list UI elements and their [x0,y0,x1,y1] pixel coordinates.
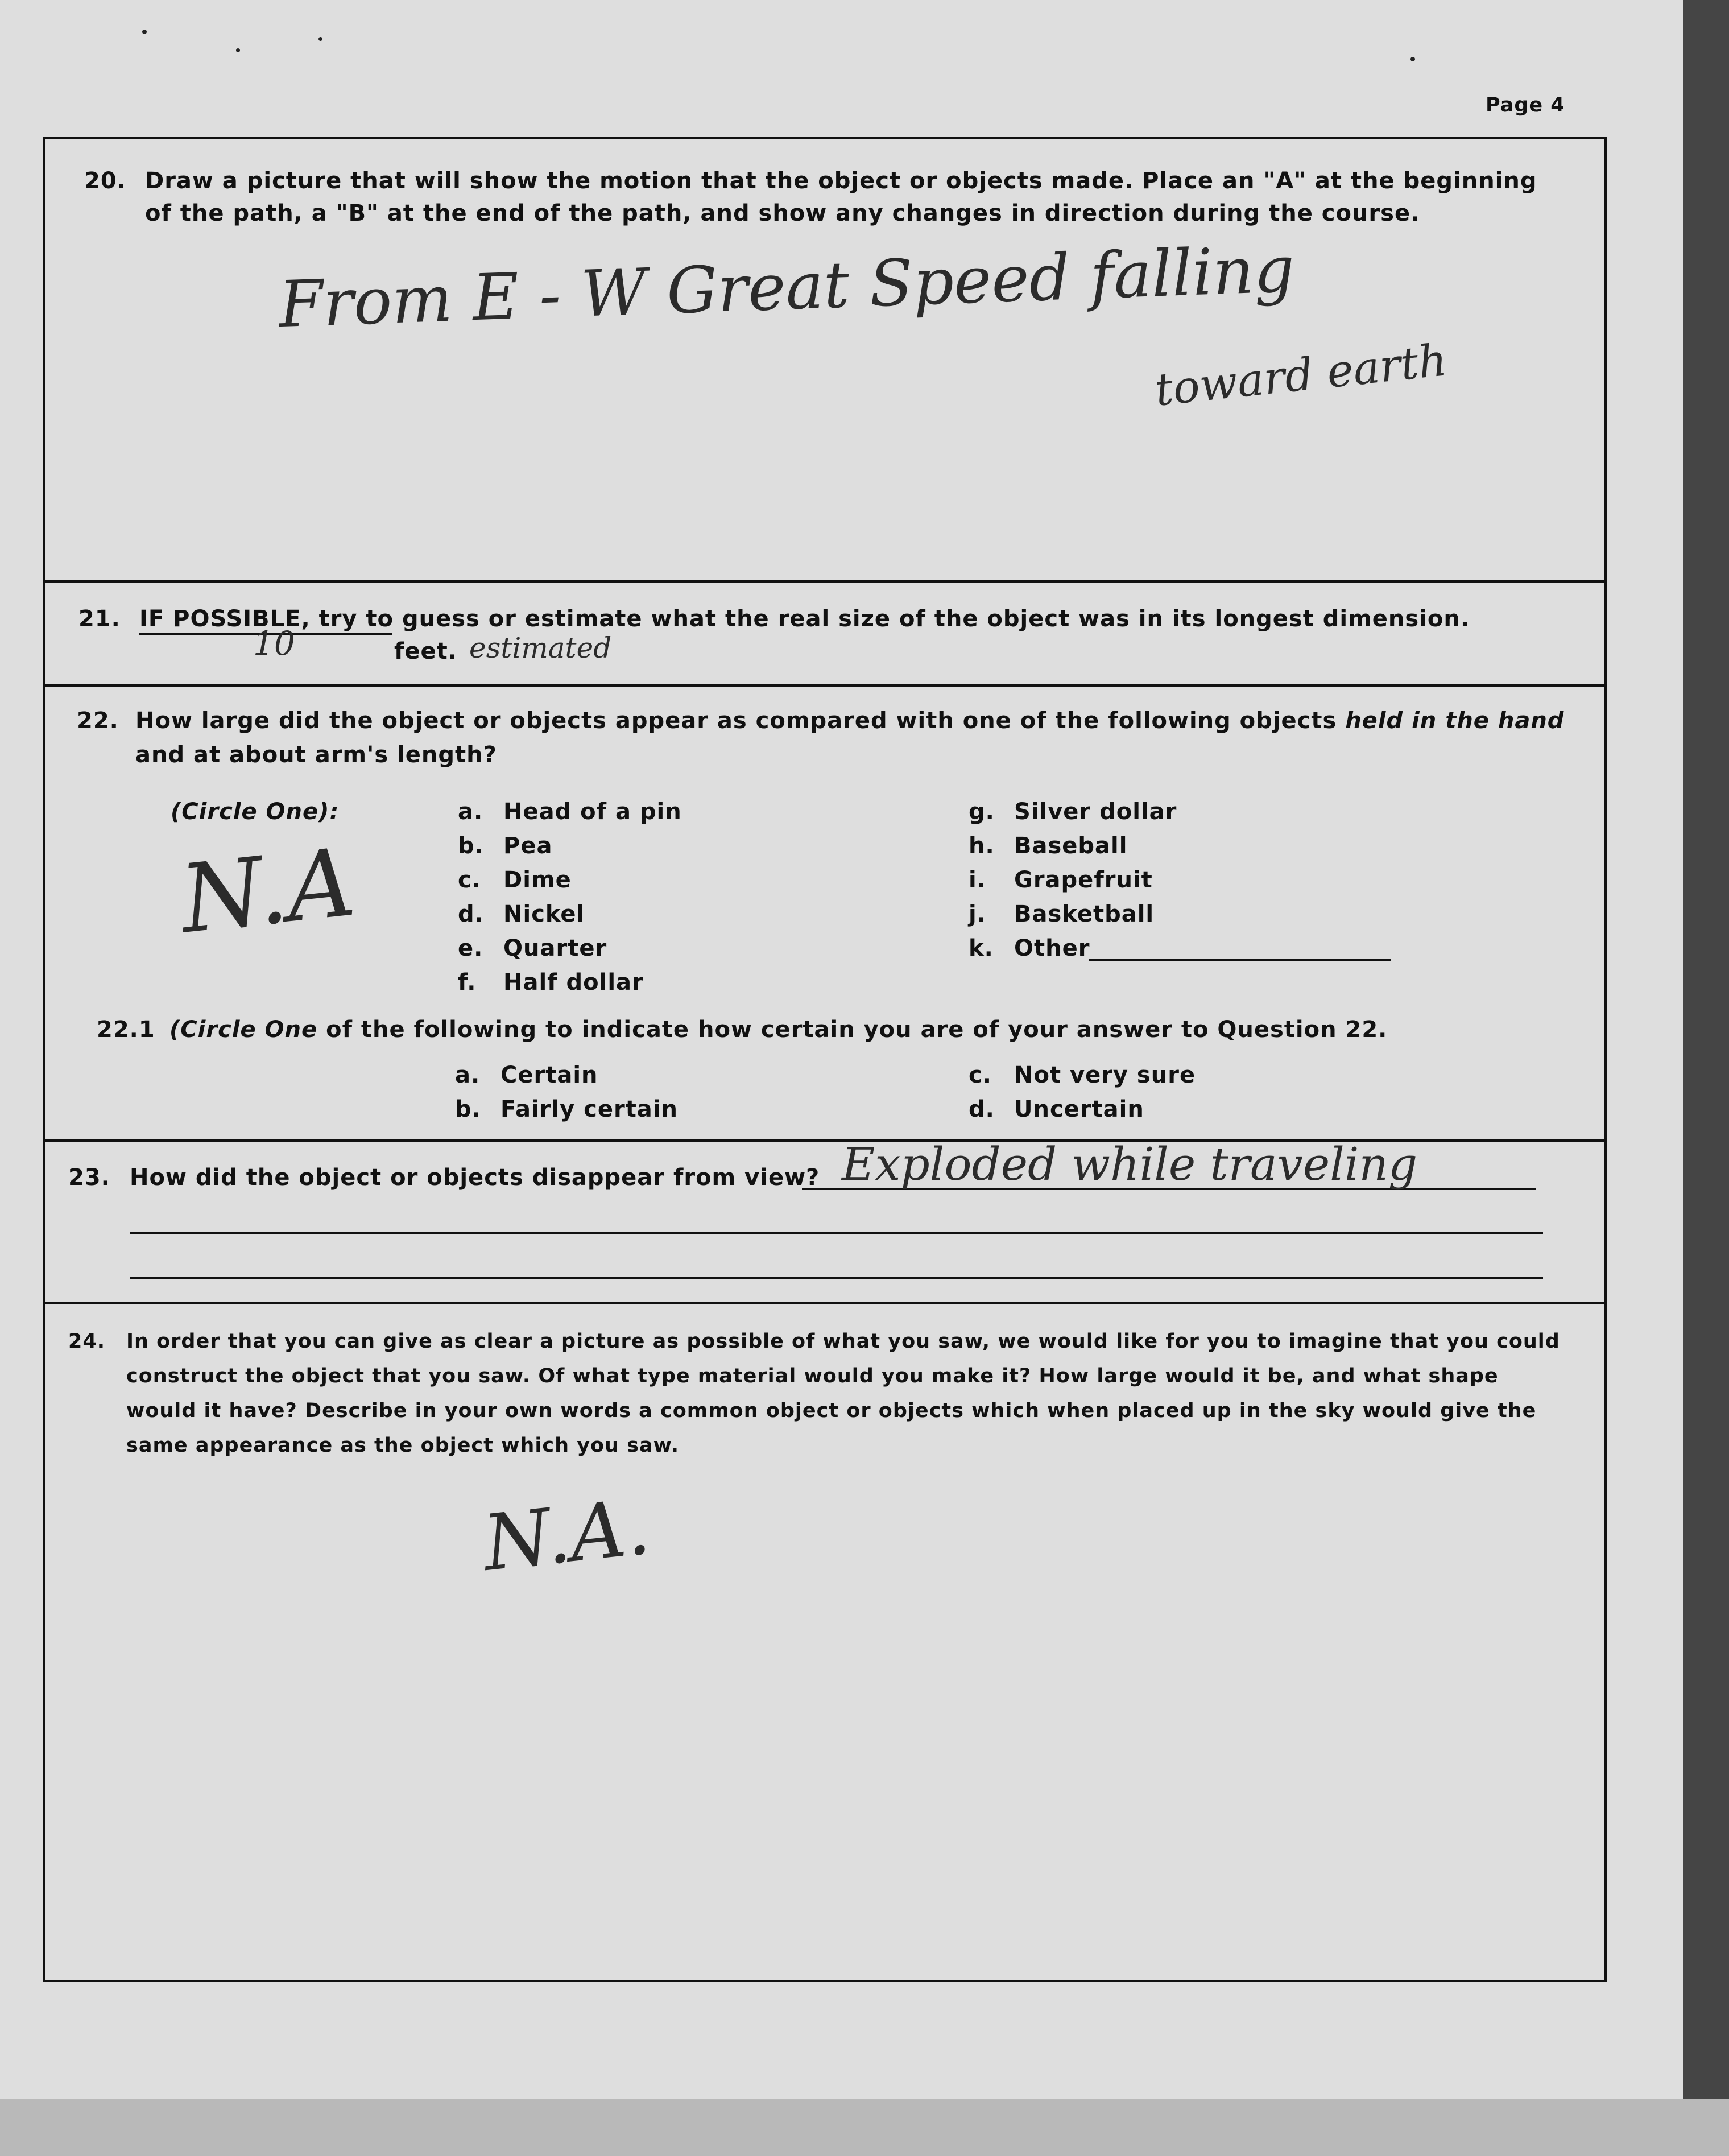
q22-1-option-c: Not very sure [1014,1062,1196,1088]
q22-option-g: Silver dollar [1014,799,1177,825]
q20-handwritten-answer-line1: From E - W Great Speed falling [278,232,1296,342]
q22-1-number: 22.1 [97,1017,155,1043]
q22-option-h-letter: h. [969,833,995,859]
q21-number: 21. [78,606,121,632]
q20-number: 20. [84,168,126,194]
q22-option-j-letter: j. [969,901,986,927]
q20-text-line1: Draw a picture that will show the motion that the object or objects made. Place an "A" at the beginning [145,168,1537,194]
q22-option-e-letter: e. [458,935,483,961]
q22-handwritten-answer: N.A [175,827,360,955]
q22-option-c: Dime [503,867,572,893]
q22-option-d: Nickel [503,901,585,927]
q23-answer-line-3 [130,1277,1543,1279]
scan-edge [1684,0,1729,2156]
q22-option-i-letter: i. [969,867,986,893]
q22-1-option-d-letter: d. [969,1096,995,1122]
q22-option-k-letter: k. [969,935,994,961]
divider-24 [43,1302,1607,1304]
q22-option-h: Baseball [1014,833,1128,859]
q22-option-g-letter: g. [969,799,995,825]
q22-other-line [1089,959,1391,961]
q22-option-e: Quarter [503,935,607,961]
q22-number: 22. [77,708,119,734]
scan-speck [318,37,322,41]
q24-handwritten-answer: N.A. [479,1482,655,1588]
q22-option-a-letter: a. [458,799,483,825]
q22-option-c-letter: c. [458,867,481,893]
q22-1-option-a: Certain [500,1062,598,1088]
q21-answer-value: 10 [253,624,295,663]
q22-text-line1: How large did the object or objects appear as compared with one of the following objects held in the hand [135,708,1565,734]
divider-22 [43,684,1607,687]
q21-answer-note: estimated [469,631,612,664]
q22-option-b: Pea [503,833,553,859]
q20-handwritten-answer-line2: toward earth [1152,334,1450,416]
scan-speck [142,30,147,34]
q24-text-line1: In order that you can give as clear a picture as possible of what you saw, we would like for you to imagine that you could [126,1330,1560,1353]
q22-option-a: Head of a pin [503,799,682,825]
q22-1-text: (Circle One of the following to indicate how certain you are of your answer to Question 22. [169,1017,1388,1043]
q23-handwritten-answer: Exploded while traveling [842,1138,1418,1191]
q22-1-option-b: Fairly certain [500,1096,678,1122]
q23-answer-line-2 [130,1232,1543,1234]
q24-number: 24. [68,1330,106,1353]
q22-1-option-b-letter: b. [455,1096,481,1122]
q22-1-option-a-letter: a. [455,1062,481,1088]
q24-text-line3: would it have? Describe in your own words a common object or objects which when placed up in the sky would give the [126,1399,1537,1422]
q20-text-line2: of the path, a "B" at the end of the path, and show any changes in direction during the course. [145,200,1420,226]
q22-option-d-letter: d. [458,901,484,927]
q21-unit: feet. [394,638,457,664]
scan-bottom-margin [0,2099,1729,2156]
q24-text-line4: same appearance as the object which you saw. [126,1434,679,1457]
page-label: Page 4 [1486,94,1565,117]
q23-number: 23. [68,1164,110,1191]
q24-text-line2: construct the object that you saw. Of what type material would you make it? How large would it be, and what shape [126,1365,1499,1387]
q22-option-i: Grapefruit [1014,867,1153,893]
q21-text: IF POSSIBLE, try to guess or estimate what the real size of the object was in its longest dimension. [139,606,1470,632]
q22-text-line2: and at about arm's length? [135,742,497,768]
q22-1-option-c-letter: c. [969,1062,992,1088]
q22-option-j: Basketball [1014,901,1155,927]
form-frame [43,137,1607,1982]
q22-option-k: Other [1014,935,1090,961]
q23-text: How did the object or objects disappear from view? [130,1164,820,1191]
q22-option-f-letter: f. [458,969,477,996]
scan-speck [236,48,240,52]
q22-circle-one-label: (Circle One): [171,799,340,825]
q22-1-option-d: Uncertain [1014,1096,1144,1122]
q22-option-b-letter: b. [458,833,484,859]
q22-option-f: Half dollar [503,969,644,996]
divider-21 [43,580,1607,583]
scan-speck [1410,57,1415,61]
